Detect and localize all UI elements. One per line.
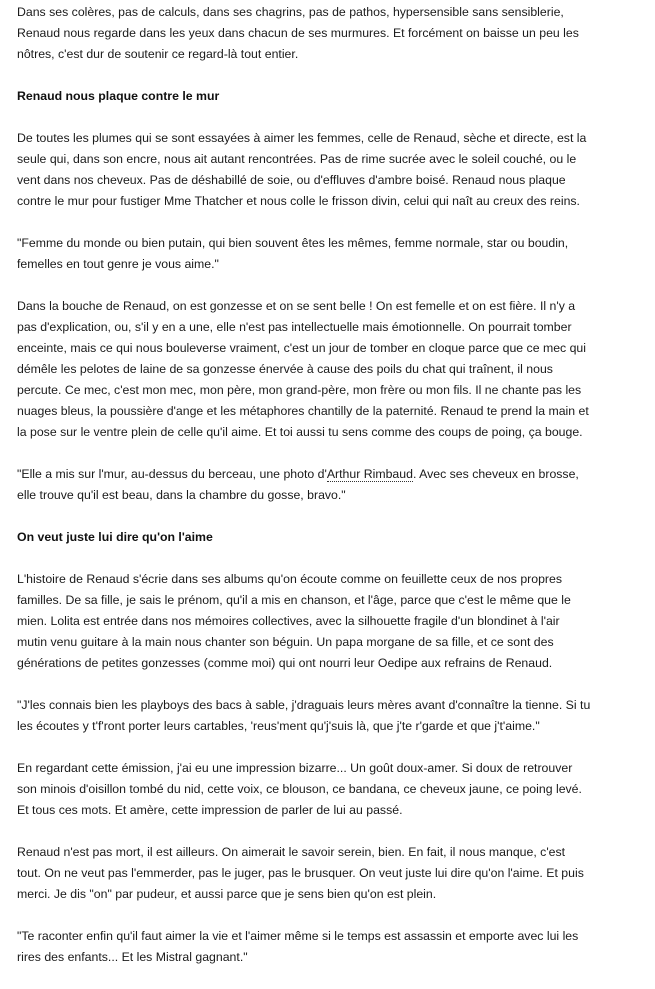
paragraph: Renaud n'est pas mort, il est ailleurs. On aimerait le savoir serein, bien. En fait, il nous manque, c'est tout. On ne veut pas l'emmerder, pas le juger, pas le brusquer. On veut juste lui dire qu'on l'aime. Et puis merci. Je dis "on" par pudeur, et aussi parce que je sens bien qu'on est plein.	[17, 845, 584, 901]
section-heading: Renaud nous plaque contre le mur	[17, 89, 220, 103]
paragraph: De toutes les plumes qui se sont essayées à aimer les femmes, celle de Renaud, sèche et directe, est la seule qui, dans son encre, nous ait autant rencontrées. Pas de rime sucrée avec le soleil couché, ou le vent dans nos cheveux. Pas de déshabillé de soie, ou d'effluves d'ambre boisé. Renaud nous plaque contre le mur pour fustiger Mme Thatcher et nous colle le frisson divin, celui qui naît au creux des reins.	[17, 131, 587, 208]
lyric-quote: "Te raconter enfin qu'il faut aimer la vie et l'aimer même si le temps est assassin et emporte avec lui les rires des enfants... Et les Mistral gagnant."	[17, 929, 579, 964]
quote-text: . Avec ses cheveux en brosse, elle trouve qu'il est beau, dans la chambre du gosse, bravo."	[17, 467, 579, 502]
lyric-quote	[17, 464, 591, 506]
quote-text: "Elle a mis sur l'mur, au-dessus du berceau, une photo d'	[17, 467, 327, 481]
arthur-rimbaud-link[interactable]: Arthur Rimbaud	[326, 467, 413, 481]
lyric-quote: "Femme du monde ou bien putain, qui bien souvent êtes les mêmes, femme normale, star ou boudin, femelles en tout genre je vous aime."	[17, 236, 569, 271]
paragraph: L'histoire de Renaud s'écrie dans ses albums qu'on écoute comme on feuillette ceux de nos propres familles. De sa fille, je sais le prénom, qu'il a mis en chanson, et l'âge, parce que c'est le même que le mien. Lolita est entrée dans nos mémoires collectives, avec la silhouette fragile d'un blondinet à l'air mutin venu guitare à la main nous chanter son béguin. Un papa morgane de sa fille, et ce sont des générations de petites gonzesses (comme moi) qui ont nourri leur Oedipe aux refrains de Renaud.	[17, 572, 571, 670]
article-body	[17, 2, 591, 989]
paragraph: Dans la bouche de Renaud, on est gonzesse et on se sent belle ! On est femelle et on est fière. Il n'y a pas d'explication, ou, s'il y en a une, elle n'est pas intellectuelle mais émotionnelle. On pourrait tomber enceinte, mais ce qui nous bouleverse vraiment, c'est un jour de tomber en cloque parce que ce mec qui démêle les pelotes de laine de sa gonzesse énervée à cause des poils du chat qui traînent, il nous percute. Ce mec, c'est mon mec, mon père, mon grand-père, mon frère ou mon fils. Il ne chante pas les nuages bleus, la poussière d'ange et les métaphores chantilly de la paternité. Renaud te prend la main et la pose sur le ventre plein de celle qu'il aime. Et toi aussi tu sens comme des coups de poing, ça bouge.	[17, 299, 589, 439]
lyric-quote: "J'les connais bien les playboys des bacs à sable, j'draguais leurs mères avant d'connaître la tienne. Si tu les écoutes y t'f'ront porter leurs cartables, 'reus'ment qu'j'suis là, que j'te r'garde et que j't'aime."	[17, 698, 591, 733]
section-heading: On veut juste lui dire qu'on l'aime	[17, 530, 213, 544]
paragraph: Dans ses colères, pas de calculs, dans ses chagrins, pas de pathos, hypersensible sans sensiblerie, Renaud nous regarde dans les yeux dans chacun de ses murmures. Et forcément on baisse un peu les nôtres, c'est dur de soutenir ce regard-là tout entier.	[17, 5, 579, 61]
paragraph: En regardant cette émission, j'ai eu une impression bizarre... Un goût doux-amer. Si doux de retrouver son minois d'oisillon tombé du nid, cette voix, ce blouson, ce bandana, ce cheveux jaune, ce poing levé. Et tous ces mots. Et amère, cette impression de parler de lui au passé.	[17, 761, 582, 817]
